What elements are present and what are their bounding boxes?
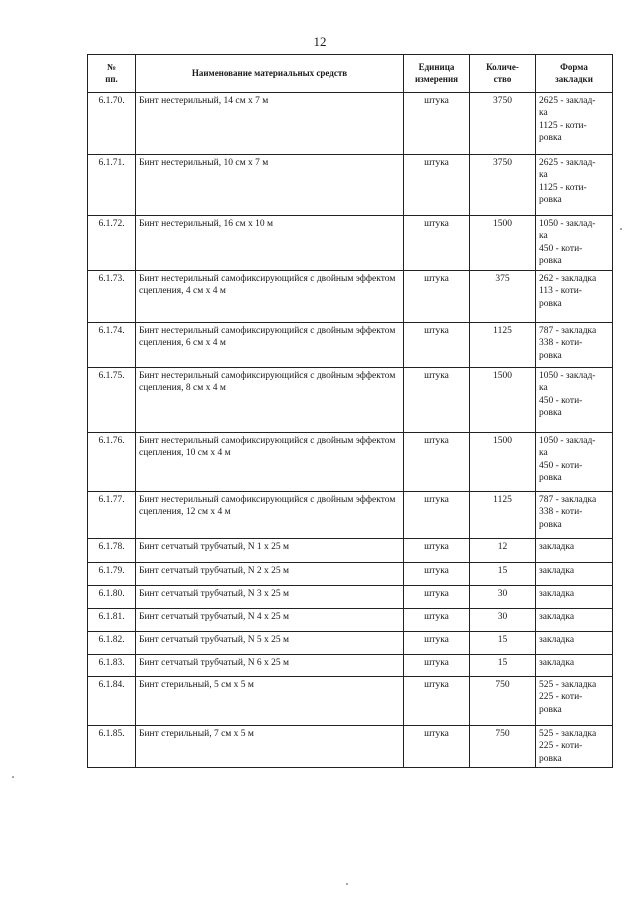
row-unit: штука: [404, 155, 470, 216]
row-form: 1050 - заклад- ка 450 - коти- ровка: [536, 433, 613, 492]
row-form: закладка: [536, 563, 613, 586]
scan-speck: [620, 228, 622, 230]
row-quantity: 12: [470, 539, 536, 563]
row-number: 6.1.74.: [88, 323, 136, 368]
row-name: Бинт нестерильный самофиксирующийся с двойным эффектом сцепления, 4 см х 4 м: [136, 271, 404, 323]
row-number: 6.1.83.: [88, 655, 136, 677]
row-unit: штука: [404, 677, 470, 726]
row-quantity: 3750: [470, 93, 536, 155]
row-name: Бинт нестерильный самофиксирующийся с двойным эффектом сцепления, 8 см х 4 м: [136, 368, 404, 433]
table-row: [88, 271, 613, 323]
row-number: 6.1.76.: [88, 433, 136, 492]
row-form: 525 - закладка 225 - коти- ровка: [536, 677, 613, 726]
row-unit: штука: [404, 726, 470, 768]
page-number: 12: [313, 34, 327, 49]
row-quantity: 1500: [470, 433, 536, 492]
row-quantity: 3750: [470, 155, 536, 216]
row-number: 6.1.72.: [88, 216, 136, 271]
scan-speck: [12, 776, 14, 778]
row-form: закладка: [536, 632, 613, 655]
row-unit: штука: [404, 93, 470, 155]
row-unit: штука: [404, 271, 470, 323]
row-name: Бинт стерильный, 7 см х 5 м: [136, 726, 404, 768]
row-form: 1050 - заклад- ка 450 - коти- ровка: [536, 368, 613, 433]
row-unit: штука: [404, 609, 470, 632]
row-form: 525 - закладка 225 - коти- ровка: [536, 726, 613, 768]
row-quantity: 1500: [470, 216, 536, 271]
row-form: 787 - закладка 338 - коти- ровка: [536, 323, 613, 368]
row-quantity: 375: [470, 271, 536, 323]
row-name: Бинт сетчатый трубчатый, N 3 х 25 м: [136, 586, 404, 609]
row-unit: штука: [404, 655, 470, 677]
row-form: 1050 - заклад- ка 450 - коти- ровка: [536, 216, 613, 271]
row-quantity: 30: [470, 586, 536, 609]
row-number: 6.1.79.: [88, 563, 136, 586]
row-form: закладка: [536, 655, 613, 677]
row-name: Бинт нестерильный, 16 см х 10 м: [136, 216, 404, 271]
row-quantity: 30: [470, 609, 536, 632]
row-quantity: 1125: [470, 323, 536, 368]
scan-speck: [346, 883, 348, 885]
table-row: [88, 563, 613, 586]
row-number: 6.1.85.: [88, 726, 136, 768]
table-row: [88, 726, 613, 768]
table-row: [88, 93, 613, 155]
table-header-row: [88, 55, 613, 93]
row-form: закладка: [536, 539, 613, 563]
table-row: [88, 609, 613, 632]
row-name: Бинт нестерильный самофиксирующийся с двойным эффектом сцепления, 6 см х 4 м: [136, 323, 404, 368]
row-number: 6.1.73.: [88, 271, 136, 323]
row-quantity: 15: [470, 632, 536, 655]
row-name: Бинт сетчатый трубчатый, N 1 х 25 м: [136, 539, 404, 563]
table-row: [88, 323, 613, 368]
table-row: [88, 433, 613, 492]
row-unit: штука: [404, 216, 470, 271]
row-form: 787 - закладка 338 - коти- ровка: [536, 492, 613, 539]
table-row: [88, 655, 613, 677]
table-row: [88, 368, 613, 433]
row-name: Бинт сетчатый трубчатый, N 5 х 25 м: [136, 632, 404, 655]
row-number: 6.1.84.: [88, 677, 136, 726]
materials-table: [87, 54, 613, 768]
table-row: [88, 632, 613, 655]
row-number: 6.1.71.: [88, 155, 136, 216]
row-unit: штука: [404, 323, 470, 368]
row-name: Бинт нестерильный самофиксирующийся с двойным эффектом сцепления, 10 см х 4 м: [136, 433, 404, 492]
header-name: Наименование материальных средств: [136, 55, 404, 93]
row-quantity: 1500: [470, 368, 536, 433]
header-unit: Единица измерения: [404, 55, 470, 93]
row-name: Бинт сетчатый трубчатый, N 6 х 25 м: [136, 655, 404, 677]
row-unit: штука: [404, 563, 470, 586]
row-unit: штука: [404, 632, 470, 655]
row-number: 6.1.77.: [88, 492, 136, 539]
table-row: [88, 677, 613, 726]
header-form: Форма закладки: [536, 55, 613, 93]
table-row: [88, 155, 613, 216]
row-number: 6.1.82.: [88, 632, 136, 655]
row-name: Бинт нестерильный, 10 см х 7 м: [136, 155, 404, 216]
row-number: 6.1.78.: [88, 539, 136, 563]
row-name: Бинт сетчатый трубчатый, N 2 х 25 м: [136, 563, 404, 586]
row-quantity: 15: [470, 655, 536, 677]
row-name: Бинт нестерильный самофиксирующийся с двойным эффектом сцепления, 12 см х 4 м: [136, 492, 404, 539]
row-unit: штука: [404, 368, 470, 433]
row-number: 6.1.70.: [88, 93, 136, 155]
row-number: 6.1.81.: [88, 609, 136, 632]
row-name: Бинт сетчатый трубчатый, N 4 х 25 м: [136, 609, 404, 632]
row-form: 2625 - заклад- ка 1125 - коти- ровка: [536, 155, 613, 216]
row-name: Бинт стерильный, 5 см х 5 м: [136, 677, 404, 726]
header-num: № пп.: [88, 55, 136, 93]
row-quantity: 750: [470, 726, 536, 768]
row-number: 6.1.75.: [88, 368, 136, 433]
row-unit: штука: [404, 492, 470, 539]
table-row: [88, 539, 613, 563]
row-form: закладка: [536, 609, 613, 632]
row-unit: штука: [404, 539, 470, 563]
row-form: 262 - закладка 113 - коти- ровка: [536, 271, 613, 323]
table-row: [88, 586, 613, 609]
row-form: 2625 - заклад- ка 1125 - коти- ровка: [536, 93, 613, 155]
header-qty: Количе- ство: [470, 55, 536, 93]
table-row: [88, 216, 613, 271]
row-name: Бинт нестерильный, 14 см х 7 м: [136, 93, 404, 155]
row-quantity: 15: [470, 563, 536, 586]
row-unit: штука: [404, 586, 470, 609]
row-number: 6.1.80.: [88, 586, 136, 609]
row-form: закладка: [536, 586, 613, 609]
row-quantity: 750: [470, 677, 536, 726]
row-quantity: 1125: [470, 492, 536, 539]
table-row: [88, 492, 613, 539]
row-unit: штука: [404, 433, 470, 492]
